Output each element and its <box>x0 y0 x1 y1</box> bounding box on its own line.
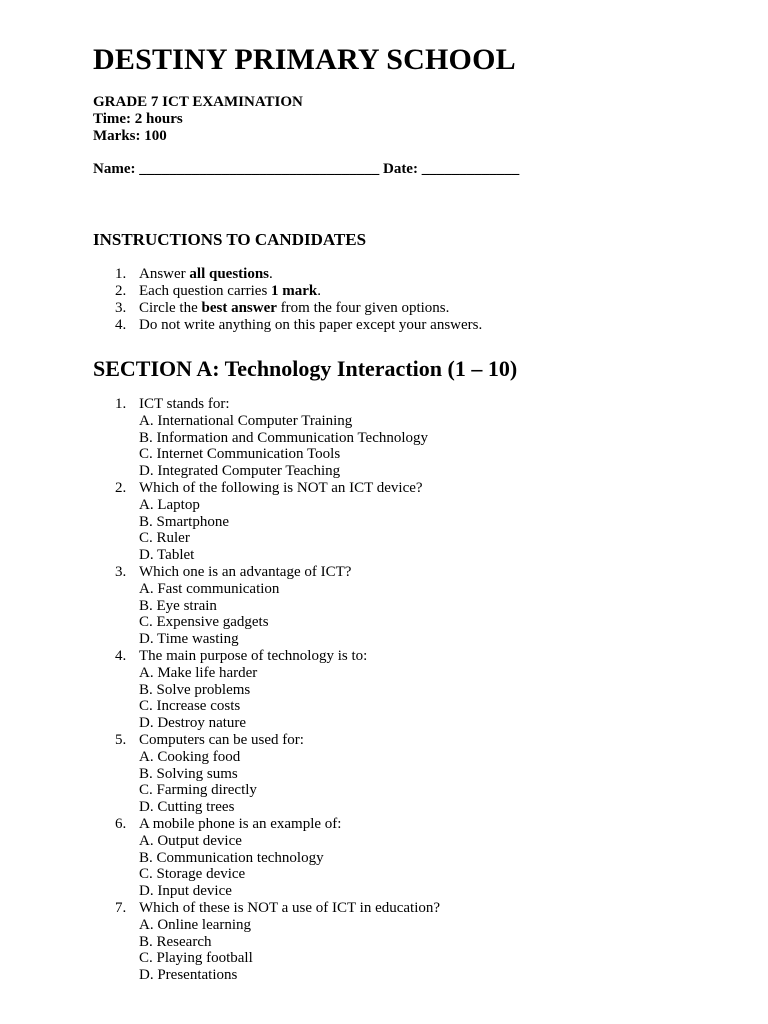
question-item <box>93 564 733 648</box>
option-a[interactable]: A. Online learning <box>139 916 252 933</box>
option-a[interactable]: A. Laptop <box>139 496 200 513</box>
question-number: 6. <box>115 815 127 832</box>
instruction-text-end: from the four given options. <box>276 300 450 316</box>
option-b[interactable]: B. Information and Communication Technology <box>139 429 429 446</box>
name-blank: ________________________________ <box>139 161 380 177</box>
instruction-bold: best answer <box>201 300 277 316</box>
option-a[interactable]: A. Cooking food <box>139 748 241 765</box>
exam-time: Time: 2 hours <box>93 111 183 127</box>
instruction-number: 3. <box>115 300 127 316</box>
instruction-number: 4. <box>115 317 127 333</box>
instruction-text: Answer <box>139 266 190 282</box>
instructions-heading: INSTRUCTIONS TO CANDIDATES <box>93 230 367 249</box>
option-b[interactable]: B. Solve problems <box>139 681 251 698</box>
question-list <box>93 396 733 984</box>
instruction-bold: 1 mark <box>271 283 318 299</box>
instruction-item <box>93 300 733 317</box>
name-label: Name: <box>93 161 136 177</box>
option-c[interactable]: C. Farming directly <box>139 782 257 799</box>
option-d[interactable]: D. Tablet <box>139 547 195 564</box>
section-a-title: SECTION A: Technology Interaction (1 – 10) <box>93 356 518 381</box>
question-item <box>93 732 733 816</box>
option-a[interactable]: A. Fast communication <box>139 580 280 597</box>
exam-page <box>93 40 733 984</box>
option-d[interactable]: D. Destroy nature <box>139 715 247 732</box>
option-c[interactable]: C. Increase costs <box>139 698 241 715</box>
option-b[interactable]: B. Smartphone <box>139 513 229 530</box>
instruction-text: Circle the <box>139 300 202 316</box>
instruction-text-end: . <box>269 266 273 282</box>
instruction-item <box>93 266 733 283</box>
question-item <box>93 396 733 480</box>
name-date-line <box>93 161 733 178</box>
question-text: Which of the following is NOT an ICT device? <box>139 479 423 496</box>
question-text: Which one is an advantage of ICT? <box>139 563 352 580</box>
question-text: The main purpose of technology is to: <box>139 647 368 664</box>
option-d[interactable]: D. Integrated Computer Teaching <box>139 463 341 480</box>
instruction-item <box>93 317 733 334</box>
question-number: 3. <box>115 563 127 580</box>
option-b[interactable]: B. Research <box>139 933 212 950</box>
question-item <box>93 900 733 984</box>
exam-title: GRADE 7 ICT EXAMINATION <box>93 94 303 110</box>
exam-marks: Marks: 100 <box>93 128 167 144</box>
option-d[interactable]: D. Time wasting <box>139 631 239 648</box>
school-title: DESTINY PRIMARY SCHOOL <box>93 43 516 76</box>
question-text: Which of these is NOT a use of ICT in education? <box>139 899 441 916</box>
option-b[interactable]: B. Communication technology <box>139 849 324 866</box>
instruction-text-end: . <box>317 283 322 299</box>
question-number: 1. <box>115 396 127 412</box>
option-c[interactable]: C. Storage device <box>139 866 246 883</box>
exam-meta <box>93 94 733 145</box>
instruction-item <box>93 283 733 300</box>
instruction-bold: all questions <box>189 266 270 282</box>
option-d[interactable]: D. Input device <box>139 883 232 900</box>
question-item <box>93 648 733 732</box>
question-item <box>93 816 733 900</box>
option-d[interactable]: D. Cutting trees <box>139 799 235 816</box>
option-d[interactable]: D. Presentations <box>139 967 238 984</box>
date-blank: _____________ <box>421 161 520 177</box>
option-a[interactable]: A. Make life harder <box>139 664 258 681</box>
question-text: Computers can be used for: <box>139 731 304 748</box>
question-number: 7. <box>115 899 127 916</box>
instruction-text: Each question carries <box>139 283 272 299</box>
instruction-text: Do not write anything on this paper except your answers. <box>139 317 483 333</box>
question-text: ICT stands for: <box>139 396 230 412</box>
option-c[interactable]: C. Internet Communication Tools <box>139 446 341 463</box>
option-a[interactable]: A. International Computer Training <box>139 412 353 429</box>
option-b[interactable]: B. Eye strain <box>139 597 217 614</box>
instruction-number: 1. <box>115 266 127 282</box>
option-a[interactable]: A. Output device <box>139 832 242 849</box>
question-text: A mobile phone is an example of: <box>139 815 342 832</box>
question-number: 2. <box>115 479 127 496</box>
instructions-list <box>93 266 733 334</box>
question-item <box>93 480 733 564</box>
option-c[interactable]: C. Ruler <box>139 530 190 547</box>
date-label: Date: <box>382 161 418 177</box>
option-b[interactable]: B. Solving sums <box>139 765 238 782</box>
option-c[interactable]: C. Playing football <box>139 950 253 967</box>
instruction-number: 2. <box>115 283 127 299</box>
question-number: 5. <box>115 731 127 748</box>
option-c[interactable]: C. Expensive gadgets <box>139 614 269 631</box>
question-number: 4. <box>115 647 127 664</box>
